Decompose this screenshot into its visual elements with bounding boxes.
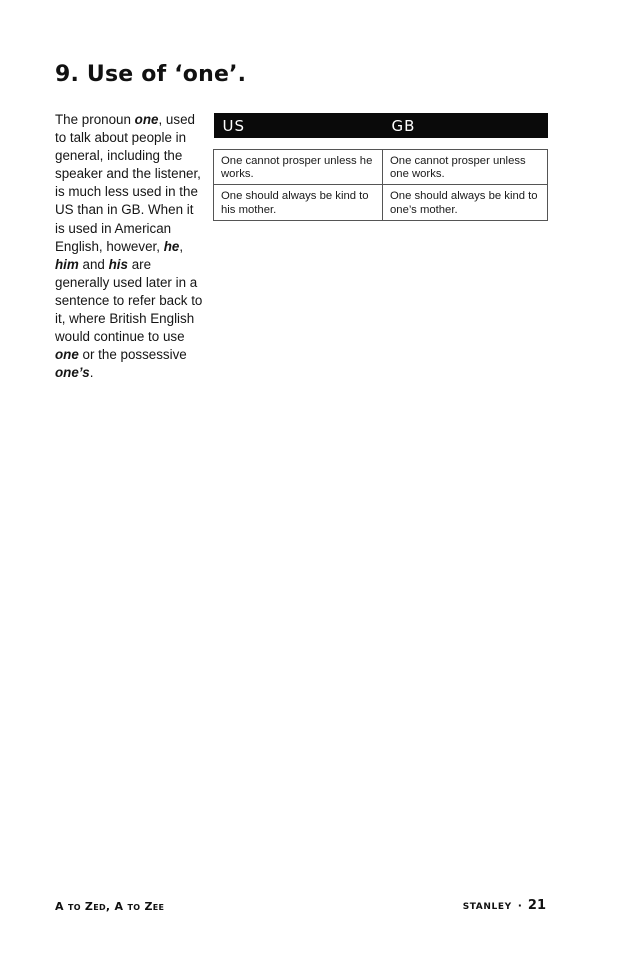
page-title: 9. Use of ‘one’. bbox=[55, 62, 247, 87]
table-cell-us: One cannot prosper unless he works. bbox=[214, 150, 383, 185]
table-header-row bbox=[214, 113, 548, 138]
footer-separator: · bbox=[517, 899, 522, 912]
intro-text-part: The pronoun bbox=[55, 112, 135, 127]
term-him: him bbox=[55, 256, 79, 272]
header-us: US bbox=[214, 113, 383, 138]
term-one: one bbox=[134, 112, 159, 127]
table-spacer bbox=[214, 138, 548, 150]
intro-text-part: , used to talk about people in general, including the speaker and the listener, is much less used in the US than in GB. When it is used in American English, however, bbox=[55, 112, 201, 254]
intro-text-part: , bbox=[179, 238, 184, 254]
intro-text bbox=[55, 111, 205, 382]
table-row bbox=[214, 185, 548, 220]
intro-text-part: . bbox=[89, 365, 94, 381]
term-one: one bbox=[55, 347, 79, 363]
table-cell-gb: One cannot prosper unless one works. bbox=[383, 150, 548, 185]
publisher-name: STANLEY bbox=[462, 902, 512, 912]
table-cell-us: One should always be kind to his mother. bbox=[214, 185, 383, 220]
intro-paragraph bbox=[55, 111, 205, 382]
term-he: he bbox=[163, 238, 180, 254]
term-his: his bbox=[108, 256, 128, 272]
us-gb-comparison-table bbox=[213, 113, 548, 221]
intro-text-part: or the possessive bbox=[78, 347, 187, 363]
table-cell-gb: One should always be kind to one’s mother. bbox=[383, 185, 548, 220]
book-title-footer: A to Zed, A to Zee bbox=[55, 900, 165, 913]
page-footer bbox=[463, 898, 546, 913]
intro-text-part: and bbox=[78, 256, 109, 272]
page-number: 21 bbox=[527, 898, 546, 913]
header-gb: GB bbox=[383, 113, 548, 138]
intro-text-part: are generally used later in a sentence to refer back to it, where British English would continue to use bbox=[55, 256, 203, 345]
term-ones: one’s bbox=[55, 365, 90, 381]
table-row bbox=[214, 150, 548, 185]
